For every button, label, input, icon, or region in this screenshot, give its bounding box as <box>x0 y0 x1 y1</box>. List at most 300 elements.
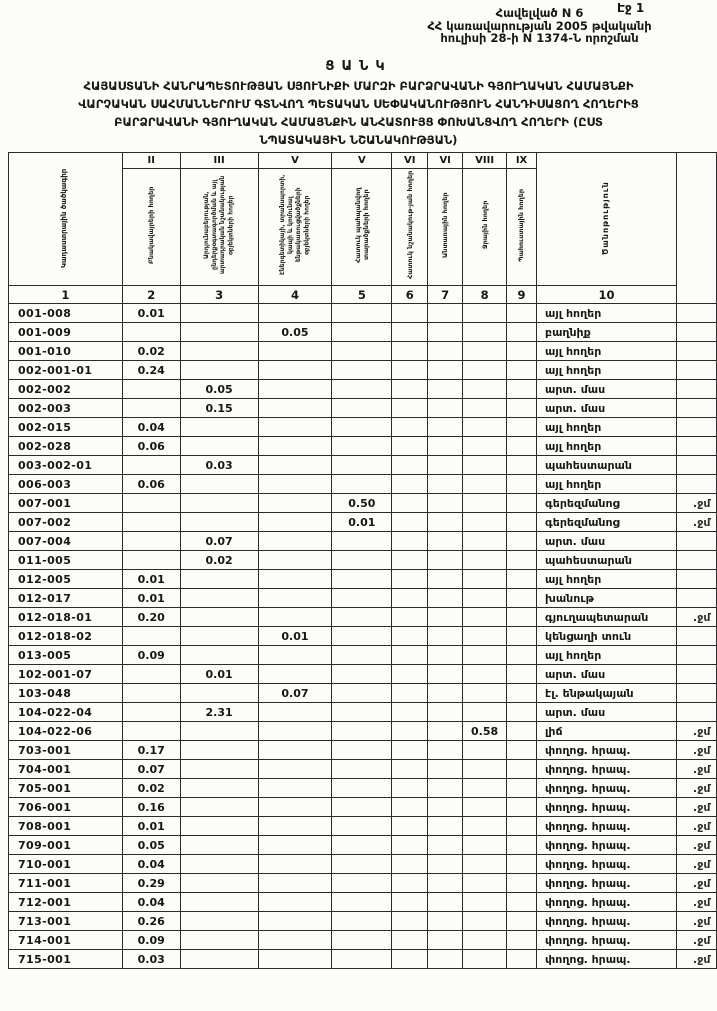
value-cell-forest <box>428 570 463 589</box>
cadastral-code-cell: 711-001 <box>9 874 123 893</box>
value-cell-water <box>463 551 507 570</box>
value-cell-settlement: 0.20 <box>122 608 180 627</box>
value-cell-energy-transport <box>258 760 332 779</box>
value-cell-water <box>463 779 507 798</box>
margin-mark: .ջմ <box>676 855 716 874</box>
value-cell-special-purpose <box>392 532 428 551</box>
value-cell-special-purpose <box>392 627 428 646</box>
value-cell-water <box>463 703 507 722</box>
note-cell: փողոց. հրապ. <box>537 893 677 912</box>
value-cell-reserve <box>507 437 537 456</box>
value-cell-protected <box>332 874 392 893</box>
column-header-label: Էներգետիկայի, տրանսպորտի, կապի և կոմունալ ենթակառուցվածքների օբյեկտների հողեր <box>278 174 311 276</box>
value-cell-industrial <box>180 836 258 855</box>
value-cell-protected <box>332 817 392 836</box>
value-cell-special-purpose <box>392 342 428 361</box>
value-cell-protected <box>332 551 392 570</box>
cadastral-code-cell: 710-001 <box>9 855 123 874</box>
value-cell-water <box>463 494 507 513</box>
value-cell-settlement: 0.05 <box>122 836 180 855</box>
value-cell-forest <box>428 323 463 342</box>
value-cell-protected <box>332 532 392 551</box>
value-cell-forest <box>428 684 463 703</box>
value-cell-special-purpose <box>392 836 428 855</box>
table-row <box>9 475 717 494</box>
value-cell-industrial <box>180 893 258 912</box>
table-row <box>9 437 717 456</box>
value-cell-settlement: 0.03 <box>122 950 180 969</box>
column-header-special-purpose-lands <box>392 169 428 286</box>
table-row <box>9 665 717 684</box>
value-cell-protected <box>332 475 392 494</box>
cadastral-code-cell: 003-002-01 <box>9 456 123 475</box>
value-cell-forest <box>428 760 463 779</box>
cadastral-code-cell: 703-001 <box>9 741 123 760</box>
margin-mark <box>676 361 716 380</box>
column-number: 7 <box>428 286 463 304</box>
value-cell-industrial <box>180 570 258 589</box>
value-cell-industrial <box>180 646 258 665</box>
margin-mark: .ջմ <box>676 608 716 627</box>
value-cell-protected <box>332 684 392 703</box>
value-cell-settlement <box>122 551 180 570</box>
value-cell-industrial <box>180 475 258 494</box>
cadastral-code-cell: 012-018-01 <box>9 608 123 627</box>
column-header-label: Արդյունաբերության, ընդերքօգտագործման և այլ արտադրական նշանակության օբյեկտների հողեր <box>202 175 235 275</box>
value-cell-reserve <box>507 798 537 817</box>
value-cell-industrial <box>180 874 258 893</box>
value-cell-industrial <box>180 950 258 969</box>
value-cell-settlement <box>122 494 180 513</box>
value-cell-reserve <box>507 741 537 760</box>
value-cell-forest <box>428 551 463 570</box>
value-cell-industrial <box>180 494 258 513</box>
value-cell-reserve <box>507 646 537 665</box>
value-cell-forest <box>428 931 463 950</box>
value-cell-energy-transport <box>258 494 332 513</box>
value-cell-water <box>463 475 507 494</box>
value-cell-protected <box>332 399 392 418</box>
value-cell-energy-transport <box>258 931 332 950</box>
value-cell-reserve <box>507 380 537 399</box>
value-cell-industrial: 0.07 <box>180 532 258 551</box>
roman-numeral-col9: IX <box>507 153 537 169</box>
value-cell-reserve <box>507 418 537 437</box>
value-cell-special-purpose <box>392 722 428 741</box>
value-cell-industrial <box>180 779 258 798</box>
value-cell-energy-transport <box>258 893 332 912</box>
annex-label: Հավելված N 6 <box>495 6 584 20</box>
margin-mark <box>676 323 716 342</box>
value-cell-energy-transport <box>258 304 332 323</box>
value-cell-forest <box>428 589 463 608</box>
value-cell-water <box>463 684 507 703</box>
cadastral-code-cell: 013-005 <box>9 646 123 665</box>
value-cell-reserve <box>507 342 537 361</box>
note-cell: գյուղապետարան <box>537 608 677 627</box>
margin-mark <box>676 570 716 589</box>
value-cell-settlement: 0.07 <box>122 760 180 779</box>
note-cell: էլ. ենթակայան <box>537 684 677 703</box>
table-row <box>9 855 717 874</box>
value-cell-forest <box>428 437 463 456</box>
value-cell-forest <box>428 627 463 646</box>
value-cell-protected <box>332 950 392 969</box>
value-cell-special-purpose <box>392 684 428 703</box>
roman-numeral-row <box>9 153 717 169</box>
value-cell-forest <box>428 399 463 418</box>
cadastral-code-cell: 708-001 <box>9 817 123 836</box>
value-cell-protected <box>332 627 392 646</box>
value-cell-forest <box>428 513 463 532</box>
value-cell-special-purpose <box>392 399 428 418</box>
value-cell-water <box>463 361 507 380</box>
value-cell-special-purpose <box>392 323 428 342</box>
value-cell-industrial <box>180 342 258 361</box>
column-header-forest-lands <box>428 169 463 286</box>
value-cell-special-purpose <box>392 494 428 513</box>
column-number: 3 <box>180 286 258 304</box>
land-transfer-table <box>8 152 717 969</box>
table-row <box>9 570 717 589</box>
value-cell-reserve <box>507 361 537 380</box>
column-number: 4 <box>258 286 332 304</box>
value-cell-industrial <box>180 304 258 323</box>
value-cell-protected <box>332 304 392 323</box>
value-cell-industrial <box>180 684 258 703</box>
table-row <box>9 912 717 931</box>
column-header-label: Ջրային հողեր <box>480 200 489 250</box>
value-cell-special-purpose <box>392 703 428 722</box>
value-cell-protected: 0.50 <box>332 494 392 513</box>
value-cell-industrial: 0.01 <box>180 665 258 684</box>
value-cell-special-purpose <box>392 570 428 589</box>
value-cell-special-purpose <box>392 551 428 570</box>
value-cell-settlement: 0.29 <box>122 874 180 893</box>
table-row <box>9 323 717 342</box>
table-row <box>9 931 717 950</box>
margin-mark: .ջմ <box>676 874 716 893</box>
value-cell-industrial <box>180 741 258 760</box>
value-cell-special-purpose <box>392 589 428 608</box>
value-cell-energy-transport <box>258 912 332 931</box>
value-cell-energy-transport <box>258 380 332 399</box>
note-cell: պահեստարան <box>537 456 677 475</box>
cadastral-code-cell: 104-022-04 <box>9 703 123 722</box>
value-cell-special-purpose <box>392 418 428 437</box>
note-cell: խանութ <box>537 589 677 608</box>
value-cell-protected <box>332 741 392 760</box>
table-row <box>9 893 717 912</box>
value-cell-energy-transport <box>258 437 332 456</box>
column-header-label: Հատուկ պահպանվող տարածքների հողեր <box>353 187 370 263</box>
column-number-row <box>9 286 717 304</box>
table-row <box>9 494 717 513</box>
value-cell-water <box>463 513 507 532</box>
column-number: 2 <box>122 286 180 304</box>
value-cell-energy-transport <box>258 855 332 874</box>
value-cell-settlement: 0.24 <box>122 361 180 380</box>
value-cell-industrial <box>180 817 258 836</box>
value-cell-energy-transport <box>258 532 332 551</box>
value-cell-water <box>463 836 507 855</box>
note-cell: փողոց. հրապ. <box>537 950 677 969</box>
value-cell-water <box>463 380 507 399</box>
cadastral-code-cell: 012-017 <box>9 589 123 608</box>
value-cell-energy-transport <box>258 665 332 684</box>
value-cell-industrial <box>180 361 258 380</box>
value-cell-settlement: 0.06 <box>122 437 180 456</box>
note-cell: այլ հողեր <box>537 570 677 589</box>
column-header-settlement-lands <box>122 169 180 286</box>
note-cell: այլ հողեր <box>537 437 677 456</box>
value-cell-settlement <box>122 684 180 703</box>
value-cell-forest <box>428 893 463 912</box>
margin-mark: .ջմ <box>676 912 716 931</box>
value-cell-settlement <box>122 722 180 741</box>
table-row <box>9 361 717 380</box>
value-cell-forest <box>428 836 463 855</box>
value-cell-forest <box>428 418 463 437</box>
value-cell-energy-transport: 0.07 <box>258 684 332 703</box>
value-cell-special-purpose <box>392 893 428 912</box>
value-cell-reserve <box>507 456 537 475</box>
note-cell: փողոց. հրապ. <box>537 855 677 874</box>
value-cell-water <box>463 912 507 931</box>
value-cell-forest <box>428 608 463 627</box>
value-cell-special-purpose <box>392 646 428 665</box>
value-cell-industrial <box>180 912 258 931</box>
table-row <box>9 304 717 323</box>
value-cell-forest <box>428 779 463 798</box>
cadastral-code-cell: 704-001 <box>9 760 123 779</box>
value-cell-energy-transport <box>258 798 332 817</box>
note-cell: փողոց. հրապ. <box>537 912 677 931</box>
page-number-label: Էջ 1 <box>617 1 645 15</box>
value-cell-settlement: 0.02 <box>122 779 180 798</box>
column-number: 6 <box>392 286 428 304</box>
column-header-label: Անտառային հողեր <box>441 192 450 258</box>
value-cell-protected <box>332 589 392 608</box>
value-cell-special-purpose <box>392 817 428 836</box>
value-cell-energy-transport <box>258 779 332 798</box>
value-cell-settlement: 0.06 <box>122 475 180 494</box>
title-line: ՆՊԱՏԱԿԱՅԻՆ ՆՇԱՆԱԿՈՒԹՅԱՆ) <box>259 133 458 148</box>
note-cell: փողոց. հրապ. <box>537 874 677 893</box>
value-cell-special-purpose <box>392 874 428 893</box>
title-line: ԲԱՐՁՐԱՎԱՆԻ ԳՅՈՒՂԱԿԱՆ ՀԱՄԱՅՆՔԻՆ ԱՆՀԱՏՈՒՅՑ ՓՈԽԱՆՑՎՈՂ ՀՈՂԵՐԻ (ԸՍՏ <box>114 115 603 130</box>
value-cell-special-purpose <box>392 437 428 456</box>
value-cell-reserve <box>507 513 537 532</box>
document-header-block <box>372 7 707 45</box>
value-cell-reserve <box>507 836 537 855</box>
table-row <box>9 532 717 551</box>
margin-mark <box>676 665 716 684</box>
value-cell-settlement: 0.01 <box>122 589 180 608</box>
cadastral-code-cell: 712-001 <box>9 893 123 912</box>
margin-mark <box>676 418 716 437</box>
margin-mark <box>676 684 716 703</box>
value-cell-water <box>463 323 507 342</box>
note-cell: այլ հողեր <box>537 304 677 323</box>
value-cell-reserve <box>507 608 537 627</box>
value-cell-protected <box>332 608 392 627</box>
note-cell: արտ. մաս <box>537 399 677 418</box>
roman-numeral-col8: VIII <box>463 153 507 169</box>
margin-mark: .ջմ <box>676 760 716 779</box>
value-cell-forest <box>428 912 463 931</box>
table-row <box>9 399 717 418</box>
value-cell-energy-transport <box>258 570 332 589</box>
value-cell-water <box>463 646 507 665</box>
value-cell-reserve <box>507 760 537 779</box>
column-header-industrial-lands <box>180 169 258 286</box>
margin-mark <box>676 475 716 494</box>
value-cell-protected <box>332 798 392 817</box>
value-cell-forest <box>428 874 463 893</box>
value-cell-water <box>463 342 507 361</box>
value-cell-special-purpose <box>392 361 428 380</box>
value-cell-energy-transport <box>258 703 332 722</box>
column-number: 10 <box>537 286 677 304</box>
value-cell-settlement: 0.04 <box>122 855 180 874</box>
value-cell-energy-transport <box>258 741 332 760</box>
doc-type-heading: ՑԱՆԿ <box>325 59 392 74</box>
value-cell-water: 0.58 <box>463 722 507 741</box>
cadastral-code-cell: 006-003 <box>9 475 123 494</box>
value-cell-forest <box>428 703 463 722</box>
value-cell-forest <box>428 494 463 513</box>
value-cell-reserve <box>507 551 537 570</box>
value-cell-energy-transport <box>258 646 332 665</box>
value-cell-settlement: 0.04 <box>122 893 180 912</box>
cadastral-code-cell: 002-001-01 <box>9 361 123 380</box>
value-cell-protected: 0.01 <box>332 513 392 532</box>
table-row <box>9 589 717 608</box>
value-cell-protected <box>332 931 392 950</box>
roman-numeral-col4: V <box>258 153 332 169</box>
table-row <box>9 380 717 399</box>
value-cell-protected <box>332 380 392 399</box>
value-cell-settlement: 0.16 <box>122 798 180 817</box>
value-cell-energy-transport <box>258 589 332 608</box>
value-cell-water <box>463 950 507 969</box>
table-row <box>9 684 717 703</box>
value-cell-settlement: 0.17 <box>122 741 180 760</box>
value-cell-reserve <box>507 931 537 950</box>
margin-mark: .ջմ <box>676 950 716 969</box>
note-cell: բաղնիք <box>537 323 677 342</box>
cadastral-code-cell: 705-001 <box>9 779 123 798</box>
value-cell-energy-transport <box>258 551 332 570</box>
value-cell-forest <box>428 532 463 551</box>
value-cell-water <box>463 627 507 646</box>
table-row <box>9 342 717 361</box>
value-cell-industrial <box>180 722 258 741</box>
value-cell-special-purpose <box>392 798 428 817</box>
cadastral-code-cell: 011-005 <box>9 551 123 570</box>
value-cell-protected <box>332 893 392 912</box>
value-cell-energy-transport: 0.01 <box>258 627 332 646</box>
margin-mark: .ջմ <box>676 494 716 513</box>
roman-numeral-col6: VI <box>392 153 428 169</box>
value-cell-water <box>463 798 507 817</box>
value-cell-energy-transport <box>258 836 332 855</box>
margin-mark: .ջմ <box>676 836 716 855</box>
margin-mark <box>676 342 716 361</box>
value-cell-industrial: 0.03 <box>180 456 258 475</box>
value-cell-forest <box>428 722 463 741</box>
roman-numeral-col7: VI <box>428 153 463 169</box>
value-cell-reserve <box>507 532 537 551</box>
column-number: 1 <box>9 286 123 304</box>
note-cell: կենցաղի տուն <box>537 627 677 646</box>
cadastral-code-cell: 715-001 <box>9 950 123 969</box>
value-cell-industrial: 0.05 <box>180 380 258 399</box>
value-cell-energy-transport <box>258 950 332 969</box>
margin-mark <box>676 627 716 646</box>
value-cell-energy-transport <box>258 456 332 475</box>
margin-mark: .ջմ <box>676 817 716 836</box>
table-row <box>9 741 717 760</box>
value-cell-protected <box>332 760 392 779</box>
margin-mark: .ջմ <box>676 798 716 817</box>
value-cell-forest <box>428 456 463 475</box>
value-cell-reserve <box>507 570 537 589</box>
value-cell-water <box>463 304 507 323</box>
value-cell-special-purpose <box>392 931 428 950</box>
value-cell-special-purpose <box>392 855 428 874</box>
value-cell-settlement <box>122 513 180 532</box>
value-cell-reserve <box>507 494 537 513</box>
note-cell: այլ հողեր <box>537 361 677 380</box>
column-header-reserve-lands <box>507 169 537 286</box>
margin-mark <box>676 437 716 456</box>
value-cell-forest <box>428 798 463 817</box>
roman-numeral-col2: II <box>122 153 180 169</box>
value-cell-reserve <box>507 893 537 912</box>
value-cell-settlement: 0.01 <box>122 570 180 589</box>
cadastral-code-cell: 002-002 <box>9 380 123 399</box>
value-cell-special-purpose <box>392 513 428 532</box>
value-cell-energy-transport <box>258 418 332 437</box>
note-cell: փողոց. հրապ. <box>537 798 677 817</box>
table-row <box>9 418 717 437</box>
value-cell-settlement <box>122 627 180 646</box>
note-cell: պահեստարան <box>537 551 677 570</box>
value-cell-special-purpose <box>392 779 428 798</box>
cadastral-code-cell: 012-005 <box>9 570 123 589</box>
value-cell-energy-transport <box>258 874 332 893</box>
cadastral-code-cell: 007-004 <box>9 532 123 551</box>
value-cell-forest <box>428 665 463 684</box>
column-header-label: Կադաստրային ծածկագիր <box>59 167 68 268</box>
value-cell-water <box>463 931 507 950</box>
value-cell-settlement <box>122 380 180 399</box>
cadastral-code-cell: 709-001 <box>9 836 123 855</box>
value-cell-forest <box>428 817 463 836</box>
value-cell-industrial <box>180 513 258 532</box>
value-cell-water <box>463 456 507 475</box>
value-cell-special-purpose <box>392 912 428 931</box>
margin-mark <box>676 399 716 418</box>
value-cell-water <box>463 418 507 437</box>
table-row <box>9 798 717 817</box>
value-cell-special-purpose <box>392 304 428 323</box>
table-row <box>9 836 717 855</box>
value-cell-protected <box>332 570 392 589</box>
value-cell-industrial <box>180 589 258 608</box>
